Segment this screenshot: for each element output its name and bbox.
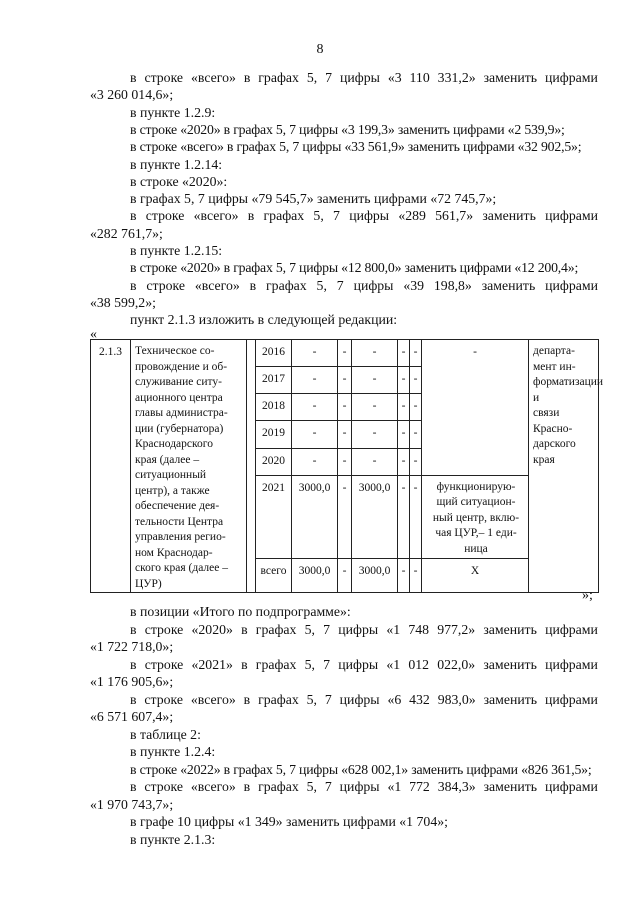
text-line: в строке «2022» в графах 5, 7 цифры «628 002,1» заменить цифрами «826 361,5»; [130, 761, 592, 777]
description-line: Краснодарского [135, 438, 213, 450]
federal-cell: - [338, 367, 352, 394]
executor-line: края [533, 453, 555, 466]
federal-cell: - [338, 394, 352, 421]
text-line: в строке «всего» в графах 5, 7 цифры «1 772 384,3» заменить цифрами [130, 779, 598, 794]
text-line: «1 176 905,6»; [90, 674, 174, 689]
regional-cell: - [352, 421, 398, 448]
local-cell: - [398, 475, 410, 558]
executor-line: форматизации и [533, 376, 604, 404]
year-cell: всего [256, 558, 292, 592]
federal-cell: - [338, 340, 352, 367]
text-line: в строке «2021» в графах 5, 7 цифры «1 012 022,0» заменить цифрами [130, 656, 598, 672]
result-2021-cell [422, 475, 529, 558]
year-cell: 2021 [256, 475, 292, 558]
total-cell: - [292, 394, 338, 421]
text-line: в строке «всего» в графах 5, 7 цифры «33 561,9» заменить цифрами «32 902,5»; [130, 139, 582, 155]
text-line: в строке «2020» в графах 5, 7 цифры «1 748 977,2» заменить цифрами [130, 621, 598, 637]
year-cell: 2016 [256, 340, 292, 367]
total-cell: - [292, 448, 338, 475]
local-cell: - [398, 340, 410, 367]
regional-cell: - [352, 340, 398, 367]
text-line: в графе 10 цифры «1 349» заменить цифрами «1 704»; [130, 814, 448, 829]
regional-cell: 3000,0 [352, 558, 398, 592]
description-line: ского края (далее – [135, 562, 228, 574]
text-line: «282 761,7»; [90, 225, 163, 241]
description-line: ационного центра [135, 391, 223, 404]
text-line: в строке «всего» в графах 5, 7 цифры «289 561,7» заменить цифрами [130, 208, 598, 224]
total-cell: - [292, 367, 338, 394]
description-line: края (далее – [135, 453, 200, 466]
result-line: ный центр, вклю- [432, 511, 520, 524]
other-cell: - [410, 340, 422, 367]
year-cell: 2019 [256, 421, 292, 448]
result-cell: - [422, 340, 529, 476]
local-cell: - [398, 558, 410, 592]
text-line: в строке «2020» в графах 5, 7 цифры «3 199,3» заменить цифрами «2 539,9»; [130, 121, 565, 137]
federal-cell: - [338, 421, 352, 448]
result-line: ница [464, 542, 488, 555]
other-cell: - [410, 394, 422, 421]
text-line: пункт 2.1.3 изложить в следующей редакции: [130, 312, 398, 328]
text-line: в пункте 1.2.14: [130, 156, 223, 172]
executor-cell [529, 340, 604, 593]
text-line: в пункте 1.2.9: [130, 104, 216, 120]
regional-cell: - [352, 448, 398, 475]
total-cell: 3000,0 [292, 558, 338, 592]
text-line: «1 970 743,7»; [90, 796, 174, 812]
description-line: Техническое со- [135, 345, 215, 357]
executor-line: дарского [533, 438, 576, 450]
text-line: в графах 5, 7 цифры «79 545,7» заменить цифрами «72 745,7»; [130, 191, 497, 207]
text-line: в таблице 2: [130, 726, 201, 742]
table-row [91, 340, 599, 367]
federal-cell: - [338, 448, 352, 475]
year-cell: 2020 [256, 448, 292, 475]
result-total-cell: Х [422, 558, 529, 592]
local-cell: - [398, 448, 410, 475]
text-line: в строке «всего» в графах 5, 7 цифры «3 110 331,2» заменить цифрами [130, 70, 598, 85]
result-line: щий ситуацион- [436, 496, 516, 509]
item-description [131, 340, 247, 593]
page-number: 8 [316, 42, 324, 57]
spacer-cell [247, 340, 256, 593]
federal-cell: - [338, 558, 352, 592]
local-cell: - [398, 421, 410, 448]
federal-cell: - [338, 475, 352, 558]
regional-cell: - [352, 367, 398, 394]
executor-line: департа- [533, 345, 575, 357]
description-line: служивание ситу- [135, 376, 222, 388]
other-cell: - [410, 558, 422, 592]
description-line: обеспечение дея- [135, 500, 220, 512]
description-line: тельности Центра [135, 515, 224, 528]
text-line: в пункте 2.1.3: [130, 831, 216, 847]
regional-cell: - [352, 394, 398, 421]
executor-line: Красно- [533, 422, 573, 435]
program-table [90, 339, 604, 593]
total-cell: - [292, 421, 338, 448]
executor-line: мент ин- [533, 360, 576, 373]
description-line: ситуационный [135, 469, 207, 481]
text-line: «1 722 718,0»; [90, 639, 174, 654]
item-number: 2.1.3 [91, 340, 131, 593]
year-cell: 2018 [256, 394, 292, 421]
executor-line: связи [533, 407, 560, 419]
description-line: ЦУР) [135, 577, 162, 590]
description-line: управления регио- [135, 531, 226, 543]
text-line: в строке «2020»: [130, 173, 228, 189]
description-line: главы администра- [135, 407, 228, 419]
text-line: в позиции «Итого по подпрограмме»: [130, 604, 351, 619]
year-cell: 2017 [256, 367, 292, 394]
result-line: чая ЦУР,– 1 еди- [435, 527, 517, 540]
regional-cell: 3000,0 [352, 475, 398, 558]
text-line: «6 571 607,4»; [90, 709, 174, 724]
local-cell: - [398, 394, 410, 421]
other-cell: - [410, 448, 422, 475]
other-cell: - [410, 367, 422, 394]
other-cell: - [410, 475, 422, 558]
text-line: в строке «всего» в графах 5, 7 цифры «39 198,8» заменить цифрами [130, 277, 598, 293]
description-line: ном Краснодар- [135, 546, 213, 559]
text-line: «3 260 014,6»; [90, 87, 174, 103]
other-cell: - [410, 421, 422, 448]
total-cell: - [292, 340, 338, 367]
closing-quote: »; [582, 588, 593, 603]
opening-quote: « [90, 327, 97, 342]
total-cell: 3000,0 [292, 475, 338, 558]
text-line: в строке «всего» в графах 5, 7 цифры «6 432 983,0» заменить цифрами [130, 691, 598, 707]
text-line: в пункте 1.2.15: [130, 243, 223, 258]
description-line: центр), а также [135, 484, 210, 497]
description-line: ции (губернатора) [135, 422, 224, 435]
local-cell: - [398, 367, 410, 394]
text-line: в пункте 1.2.4: [130, 744, 216, 759]
text-line: в строке «2020» в графах 5, 7 цифры «12 800,0» заменить цифрами «12 200,4»; [130, 260, 579, 276]
result-line: функционирую- [436, 480, 516, 493]
text-line: «38 599,2»; [90, 294, 156, 310]
description-line: провождение и об- [135, 360, 228, 373]
